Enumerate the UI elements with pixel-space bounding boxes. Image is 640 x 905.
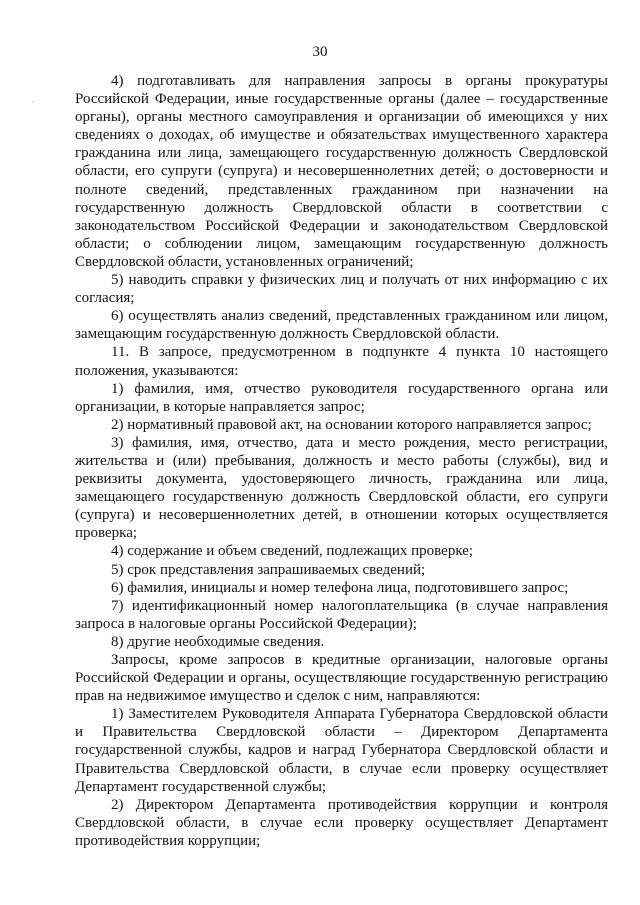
page-number: 30 — [312, 44, 328, 60]
paragraph-11-3: 3) фамилия, имя, отчество, дата и место рождения, место регистрации, жительства и (или) пребывания, должность и место работы (службы), вид и реквизиты документа, удостоверяющего личность, гражданина или лица, замещающего государственную должность Свердловской области, его супруги (супруга) и несовершеннолетних детей, в отношении которых осуществляется проверка; — [75, 434, 608, 542]
paragraph-11-1: 1) фамилия, имя, отчество руководителя государственного органа или организации, в которые направляется запрос; — [75, 380, 608, 415]
paragraph-10-4: 4) подготавливать для направления запросы в органы прокуратуры Российской Федерации, иные государственные органы (далее – государственные органы), органы местного самоуправления и организации об имеющихся у них сведениях о доходах, об имуществе и обязательствах имущественного характера гражданина или лица, замещающего государственную должность Свердловской области, его супруги (супруга) и несовершеннолетних детей; о достоверности и полноте сведений, представленных гражданином при назначении на государственную должность Свердловской области в соответствии с законодательством Российской Федерации и законодательством Свердловской области; о соблюдении лицом, замещающим государственную должность Свердловской области, установленных ограничений; — [75, 73, 608, 270]
scan-speck: · — [32, 97, 35, 107]
paragraph-11-intro: 11. В запросе, предусмотренном в подпункте 4 пункта 10 настоящего положения, указываются: — [75, 344, 608, 379]
paragraph-10-5: 5) наводить справки у физических лиц и получать от них информацию с их согласия; — [75, 272, 608, 307]
paragraph-10-6: 6) осуществлять анализ сведений, представленных гражданином или лицом, замещающим государственную должность Свердловской области. — [75, 308, 608, 343]
paragraph-requests-intro: Запросы, кроме запросов в кредитные организации, налоговые органы Российской Федерации и органы, осуществляющие государственную регистрацию прав на недвижимое имущество и сделок с ним, направляются: — [75, 652, 608, 705]
paragraph-11-4: 4) содержание и объем сведений, подлежащих проверке; — [111, 543, 474, 560]
paragraph-11-6: 6) фамилия, инициалы и номер телефона лица, подготовившего запрос; — [111, 579, 569, 596]
document-body — [75, 72, 608, 850]
paragraph-11-2: 2) нормативный правовой акт, на основании которого направляется запрос; — [111, 416, 592, 433]
paragraph-11-7: 7) идентификационный номер налогоплательщика (в случае направления запроса в налоговые органы Российской Федерации); — [75, 597, 608, 632]
paragraph-11-5: 5) срок представления запрашиваемых сведений; — [111, 561, 426, 578]
paragraph-requests-2: 2) Директором Департамента противодействия коррупции и контроля Свердловской области, в случае если проверку осуществляет Департамент противодействия коррупции; — [75, 796, 608, 849]
paragraph-requests-1: 1) Заместителем Руководителя Аппарата Губернатора Свердловской области и Правительства Свердловской области – Директором Департамента государственной службы, кадров и наград Губернатора Свердловской области и Правительства Свердловской области, в случае если проверку осуществляет Департамент государственной службы; — [75, 706, 608, 795]
paragraph-11-8: 8) другие необходимые сведения. — [111, 633, 325, 650]
